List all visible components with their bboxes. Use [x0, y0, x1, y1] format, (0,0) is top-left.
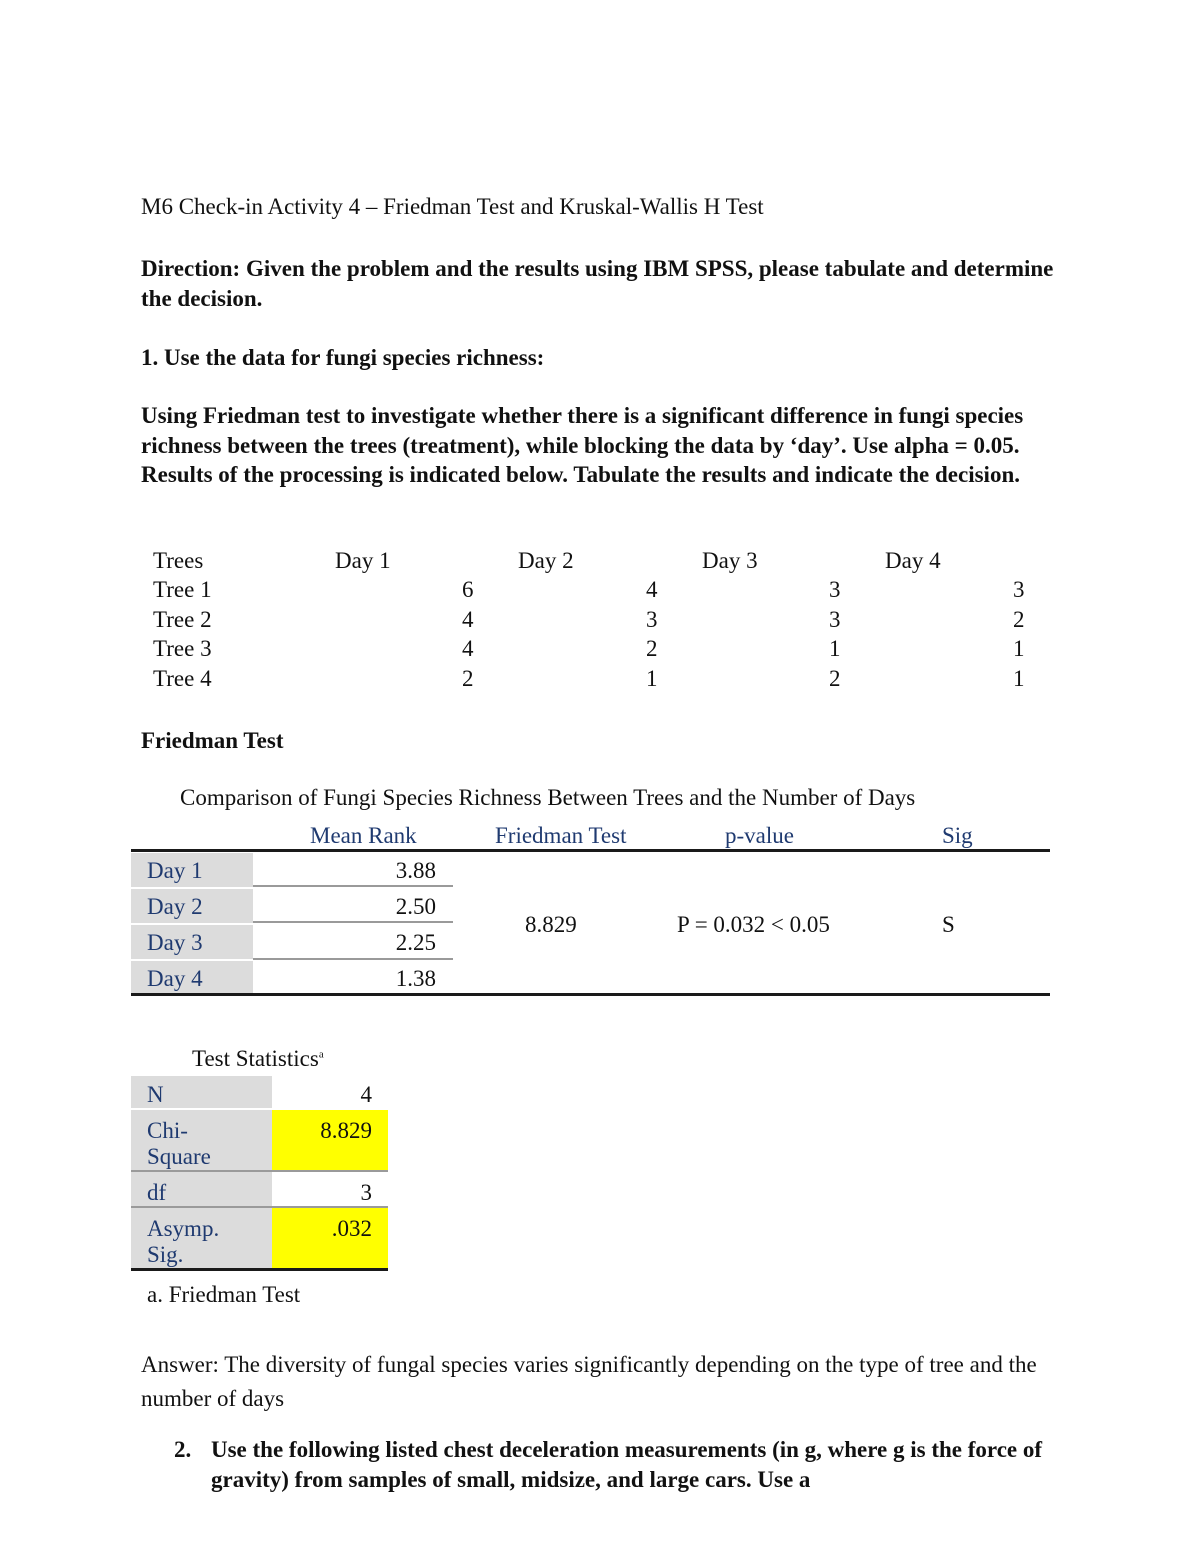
table-cell: 2	[1013, 607, 1025, 632]
table-cell: 3	[646, 607, 658, 632]
friedman-test-heading: Friedman Test	[141, 728, 284, 753]
stat-value-df: 3	[360, 1180, 372, 1205]
mean-rank-value: 1.38	[395, 966, 436, 991]
row-divider	[131, 1206, 388, 1208]
stat-label-df: df	[147, 1180, 167, 1205]
column-header-trees: Trees	[153, 548, 204, 573]
row-label: Tree 1	[153, 577, 212, 602]
mean-rank-value: 2.25	[395, 930, 436, 955]
table-cell: 1	[1013, 636, 1025, 661]
question-2-text: Use the following listed chest deceleration measurements (in g, where g is the force of gravity) from samples of small, midsize, and large cars. Use a	[211, 1437, 1043, 1492]
column-header-day-3: Day 3	[702, 548, 758, 573]
answer-text: Answer: The diversity of fungal species varies significantly depending on the type of tree and the number of days	[141, 1352, 1037, 1411]
row-label-day-4: Day 4	[147, 966, 203, 991]
column-header-day-4: Day 4	[885, 548, 941, 573]
stat-label-asymp-sig: Asymp. Sig.	[147, 1216, 220, 1267]
table-cell: 4	[462, 607, 474, 632]
row-divider	[131, 959, 253, 961]
mean-rank-value: 3.88	[395, 858, 436, 883]
stat-value-asymp-sig: .032	[331, 1216, 372, 1241]
table-cell: 2	[829, 666, 841, 691]
stat-label-n: N	[147, 1082, 164, 1107]
significance-value: S	[942, 912, 955, 937]
column-header-friedman-test: Friedman Test	[495, 823, 627, 848]
column-header-mean-rank: Mean Rank	[310, 823, 417, 848]
row-divider	[131, 887, 253, 889]
row-label-day-3: Day 3	[147, 930, 203, 955]
table-cell: 1	[1013, 666, 1025, 691]
table-cell: 1	[829, 636, 841, 661]
table-cell: 3	[1013, 577, 1025, 602]
row-divider	[131, 1170, 388, 1172]
row-divider	[253, 958, 453, 960]
column-header-sig: Sig	[942, 823, 973, 848]
table-cell: 1	[646, 666, 658, 691]
column-header-day-2: Day 2	[518, 548, 574, 573]
test-statistics-caption	[192, 1046, 324, 1072]
row-label: Tree 3	[153, 636, 212, 661]
page-title: M6 Check-in Activity 4 – Friedman Test and Kruskal-Wallis H Test	[141, 194, 764, 219]
column-header-p-value: p-value	[725, 823, 794, 848]
direction-text: Direction: Given the problem and the results using IBM SPSS, please tabulate and determine the decision.	[141, 256, 1054, 311]
row-label-day-2: Day 2	[147, 894, 203, 919]
p-value-text: P = 0.032 < 0.05	[677, 912, 830, 937]
footnote-marker: a	[318, 1048, 324, 1061]
mean-rank-value: 2.50	[395, 894, 436, 919]
table-cell: 4	[646, 577, 658, 602]
row-label-day-1: Day 1	[147, 858, 203, 883]
table-cell: 3	[829, 577, 841, 602]
table-bottom-rule	[131, 1268, 388, 1271]
table-cell: 2	[462, 666, 474, 691]
table-cell: 6	[462, 577, 474, 602]
row-divider	[253, 885, 453, 887]
column-header-day-1: Day 1	[335, 548, 391, 573]
friedman-statistic-value: 8.829	[525, 912, 577, 937]
stat-value-n: 4	[360, 1082, 372, 1107]
table-footnote: a. Friedman Test	[147, 1282, 301, 1307]
question-2-number: 2.	[174, 1437, 192, 1462]
table-cell: 2	[646, 636, 658, 661]
row-divider	[253, 921, 453, 923]
table-cell: 3	[829, 607, 841, 632]
question-1-heading: 1. Use the data for fungi species richness:	[141, 345, 545, 370]
table-bottom-rule	[131, 993, 1050, 996]
stat-value-chi-square: 8.829	[320, 1118, 372, 1143]
table-top-rule	[131, 849, 1050, 852]
table-cell: 4	[462, 636, 474, 661]
comparison-caption: Comparison of Fungi Species Richness Between Trees and the Number of Days	[180, 785, 916, 810]
row-label: Tree 2	[153, 607, 212, 632]
row-divider	[131, 1108, 388, 1110]
test-statistics-caption-text: Test Statistics	[192, 1046, 319, 1071]
stat-label-chi-square: Chi-Square	[147, 1118, 211, 1169]
question-1-text: Using Friedman test to investigate whether there is a significant difference in fungi species richness between the trees (treatment), while blocking the data by ‘day’. Use alpha = 0.05. Results of the processing is indicated below. Tabulate the results and indicate the decision.	[141, 403, 1024, 487]
row-divider	[131, 923, 253, 925]
row-label: Tree 4	[153, 666, 212, 691]
